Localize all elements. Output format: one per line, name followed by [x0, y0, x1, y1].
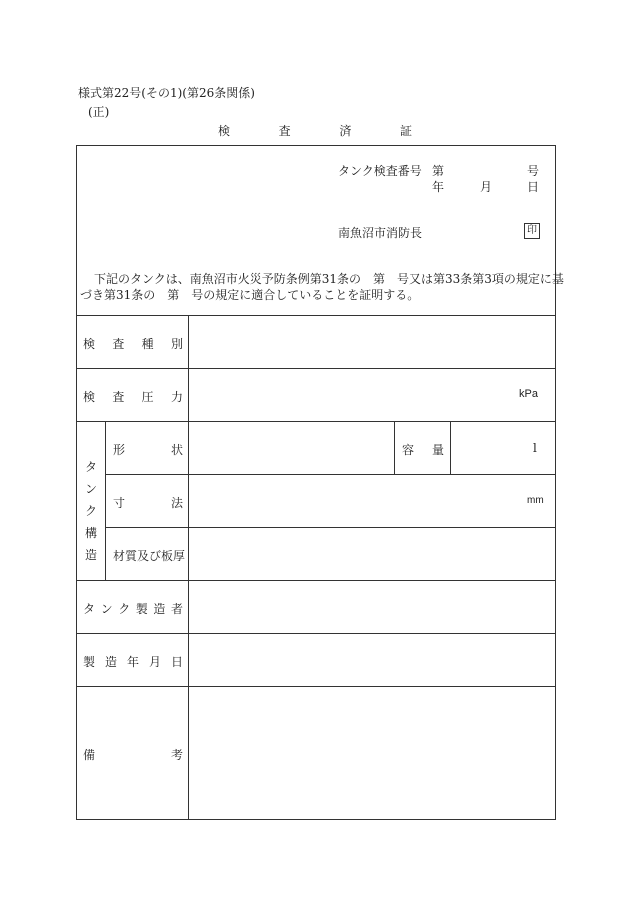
column-divider — [394, 421, 395, 474]
dimensions-unit: mm — [527, 495, 544, 506]
row-divider — [76, 421, 556, 422]
dimensions-label: 寸 法 — [113, 496, 183, 510]
issuer: 南魚沼市消防長 — [338, 226, 423, 240]
title-char: 証 — [399, 124, 412, 138]
capacity-unit: l — [533, 441, 537, 455]
material-label: 材質及び板厚 — [113, 549, 186, 563]
inspection-pressure-label: 検 査 圧 力 — [83, 390, 183, 404]
manufacture-date-label: 製 造 年 月 日 — [83, 655, 183, 669]
title-char: 済 — [339, 124, 352, 138]
row-divider — [76, 368, 556, 369]
row-divider — [76, 633, 556, 634]
side-indicator: (正) — [88, 105, 110, 119]
column-divider — [105, 421, 106, 580]
date-month: 月 — [480, 180, 493, 194]
column-divider — [188, 315, 189, 820]
inspection-type-label: 検 査 種 別 — [83, 337, 183, 351]
row-divider — [105, 474, 556, 475]
date-day: 日 — [527, 180, 540, 194]
seal-stamp: 印 — [524, 223, 540, 239]
inspection-number-label: タンク検査番号 — [338, 164, 422, 178]
remarks-label: 備 考 — [83, 748, 183, 762]
shape-label: 形 状 — [113, 443, 183, 457]
tank-structure-label: タ ン ク 構 造 — [84, 460, 97, 562]
number-go: 号 — [527, 164, 540, 178]
row-divider — [76, 315, 556, 316]
row-divider — [76, 686, 556, 687]
statement-line: 下記のタンクは、南魚沼市火災予防条例第31条の 第 号又は第33条第3項の規定に基 — [94, 272, 564, 286]
certificate-table — [76, 145, 556, 820]
column-divider — [450, 421, 451, 474]
pressure-unit: kPa — [519, 388, 538, 400]
title-char: 査 — [278, 124, 291, 138]
row-divider — [76, 580, 556, 581]
number-dai: 第 — [432, 164, 445, 178]
row-divider — [105, 527, 556, 528]
form-number: 様式第22号(その1)(第26条関係) — [78, 86, 255, 100]
manufacturer-label: タ ン ク 製 造 者 — [83, 602, 183, 616]
document-title — [218, 122, 412, 139]
capacity-label: 容 量 — [402, 443, 444, 457]
title-char: 検 — [218, 124, 231, 138]
date-year: 年 — [432, 180, 445, 194]
statement-line: づき第31条の 第 号の規定に適合していることを証明する。 — [80, 288, 420, 302]
